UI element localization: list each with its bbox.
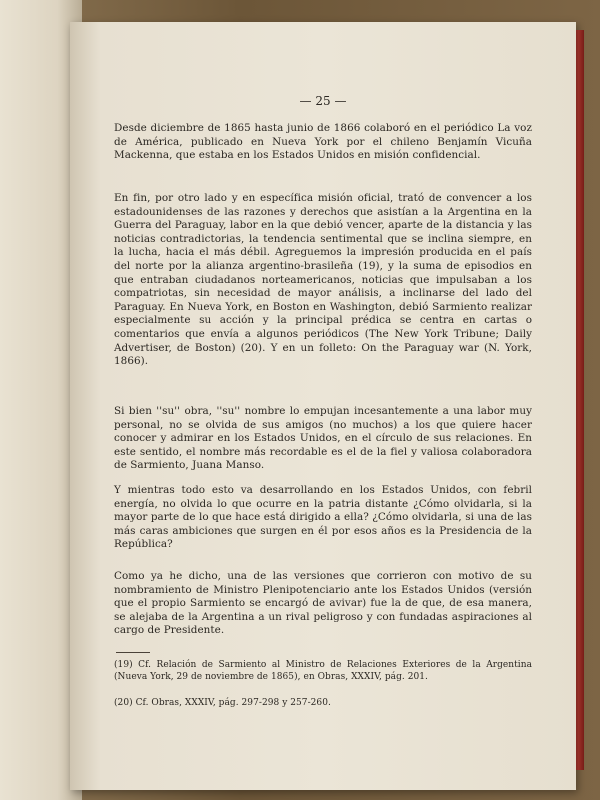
paragraph-2: En fin, por otro lado y en específica misión oficial, trató de convencer a los estadounidenses de las razones y derechos que asistían a la Argentina en la Guerra del Paraguay, labor en la que debió vencer, aparte de la distancia y las noticias contradictorias, la tendencia sentimental que se inclina siempre, en la lucha, hacia el más débil. Agreguemos la impresión producida en el país del norte por la alianza argentino-brasileña (19), y la suma de episodios en que entraban ciudadanos norteamericanos, noticias que impulsaban a los compatriotas, sin necesidad de mayor análisis, a inclinarse del lado del Paraguay. En Nueva York, en Boston en Washington, debió Sarmiento realizar especialmente su acción y la principal prédica se centra en cartas o comentarios que envía a algunos periódicos (The New York Tribune; Daily Advertiser, de Boston) (20). Y en un folleto: On the Paraguay war (N. York, 1866). xyxy=(114,192,532,368)
footnote-19: (19) Cf. Relación de Sarmiento al Ministro de Relaciones Exteriores de la Argentina (Nueva York, 29 de noviembre de 1865), en Obras, XXXIV, pág. 201. xyxy=(114,660,532,682)
book-page xyxy=(70,22,576,790)
footnote-rule xyxy=(116,652,150,653)
paragraph-1: Desde diciembre de 1865 hasta junio de 1866 colaboró en el periódico La voz de América, publicado en Nueva York por el chileno Benjamín Vicuña Mackenna, que estaba en los Estados Unidos en misión confidencial. xyxy=(114,122,532,162)
page-number: — 25 — xyxy=(299,94,347,108)
footnote-20: (20) Cf. Obras, XXXIV, pág. 297-298 y 257-260. xyxy=(114,698,331,708)
paragraph-3: Si bien ''su'' obra, ''su'' nombre lo empujan incesantemente a una labor muy personal, no se olvida de sus amigos (no muchos) a los que quiere hacer conocer y admirar en los Estados Unidos, en el círculo de sus relaciones. En este sentido, el nombre más recordable es el de la fiel y valiosa colaboradora de Sarmiento, Juana Manso. xyxy=(114,405,532,472)
paragraph-4: Y mientras todo esto va desarrollando en los Estados Unidos, con febril energía, no olvida lo que ocurre en la patria distante ¿Cómo olvidarla, si la mayor parte de lo que hace está dirigido a ella? ¿Cómo olvidarla, si una de las más caras ambiciones que surgen en él por esos años es la Presidencia de la República? xyxy=(114,484,532,551)
paragraph-5: Como ya he dicho, una de las versiones que corrieron con motivo de su nombramiento de Ministro Plenipotenciario ante los Estados Unidos (versión que el propio Sarmiento se encargó de avivar) fue la de que, de esa manera, se alejaba de la Argentina a un rival peligroso y con fundadas aspiraciones al cargo de Presidente. xyxy=(114,570,532,637)
